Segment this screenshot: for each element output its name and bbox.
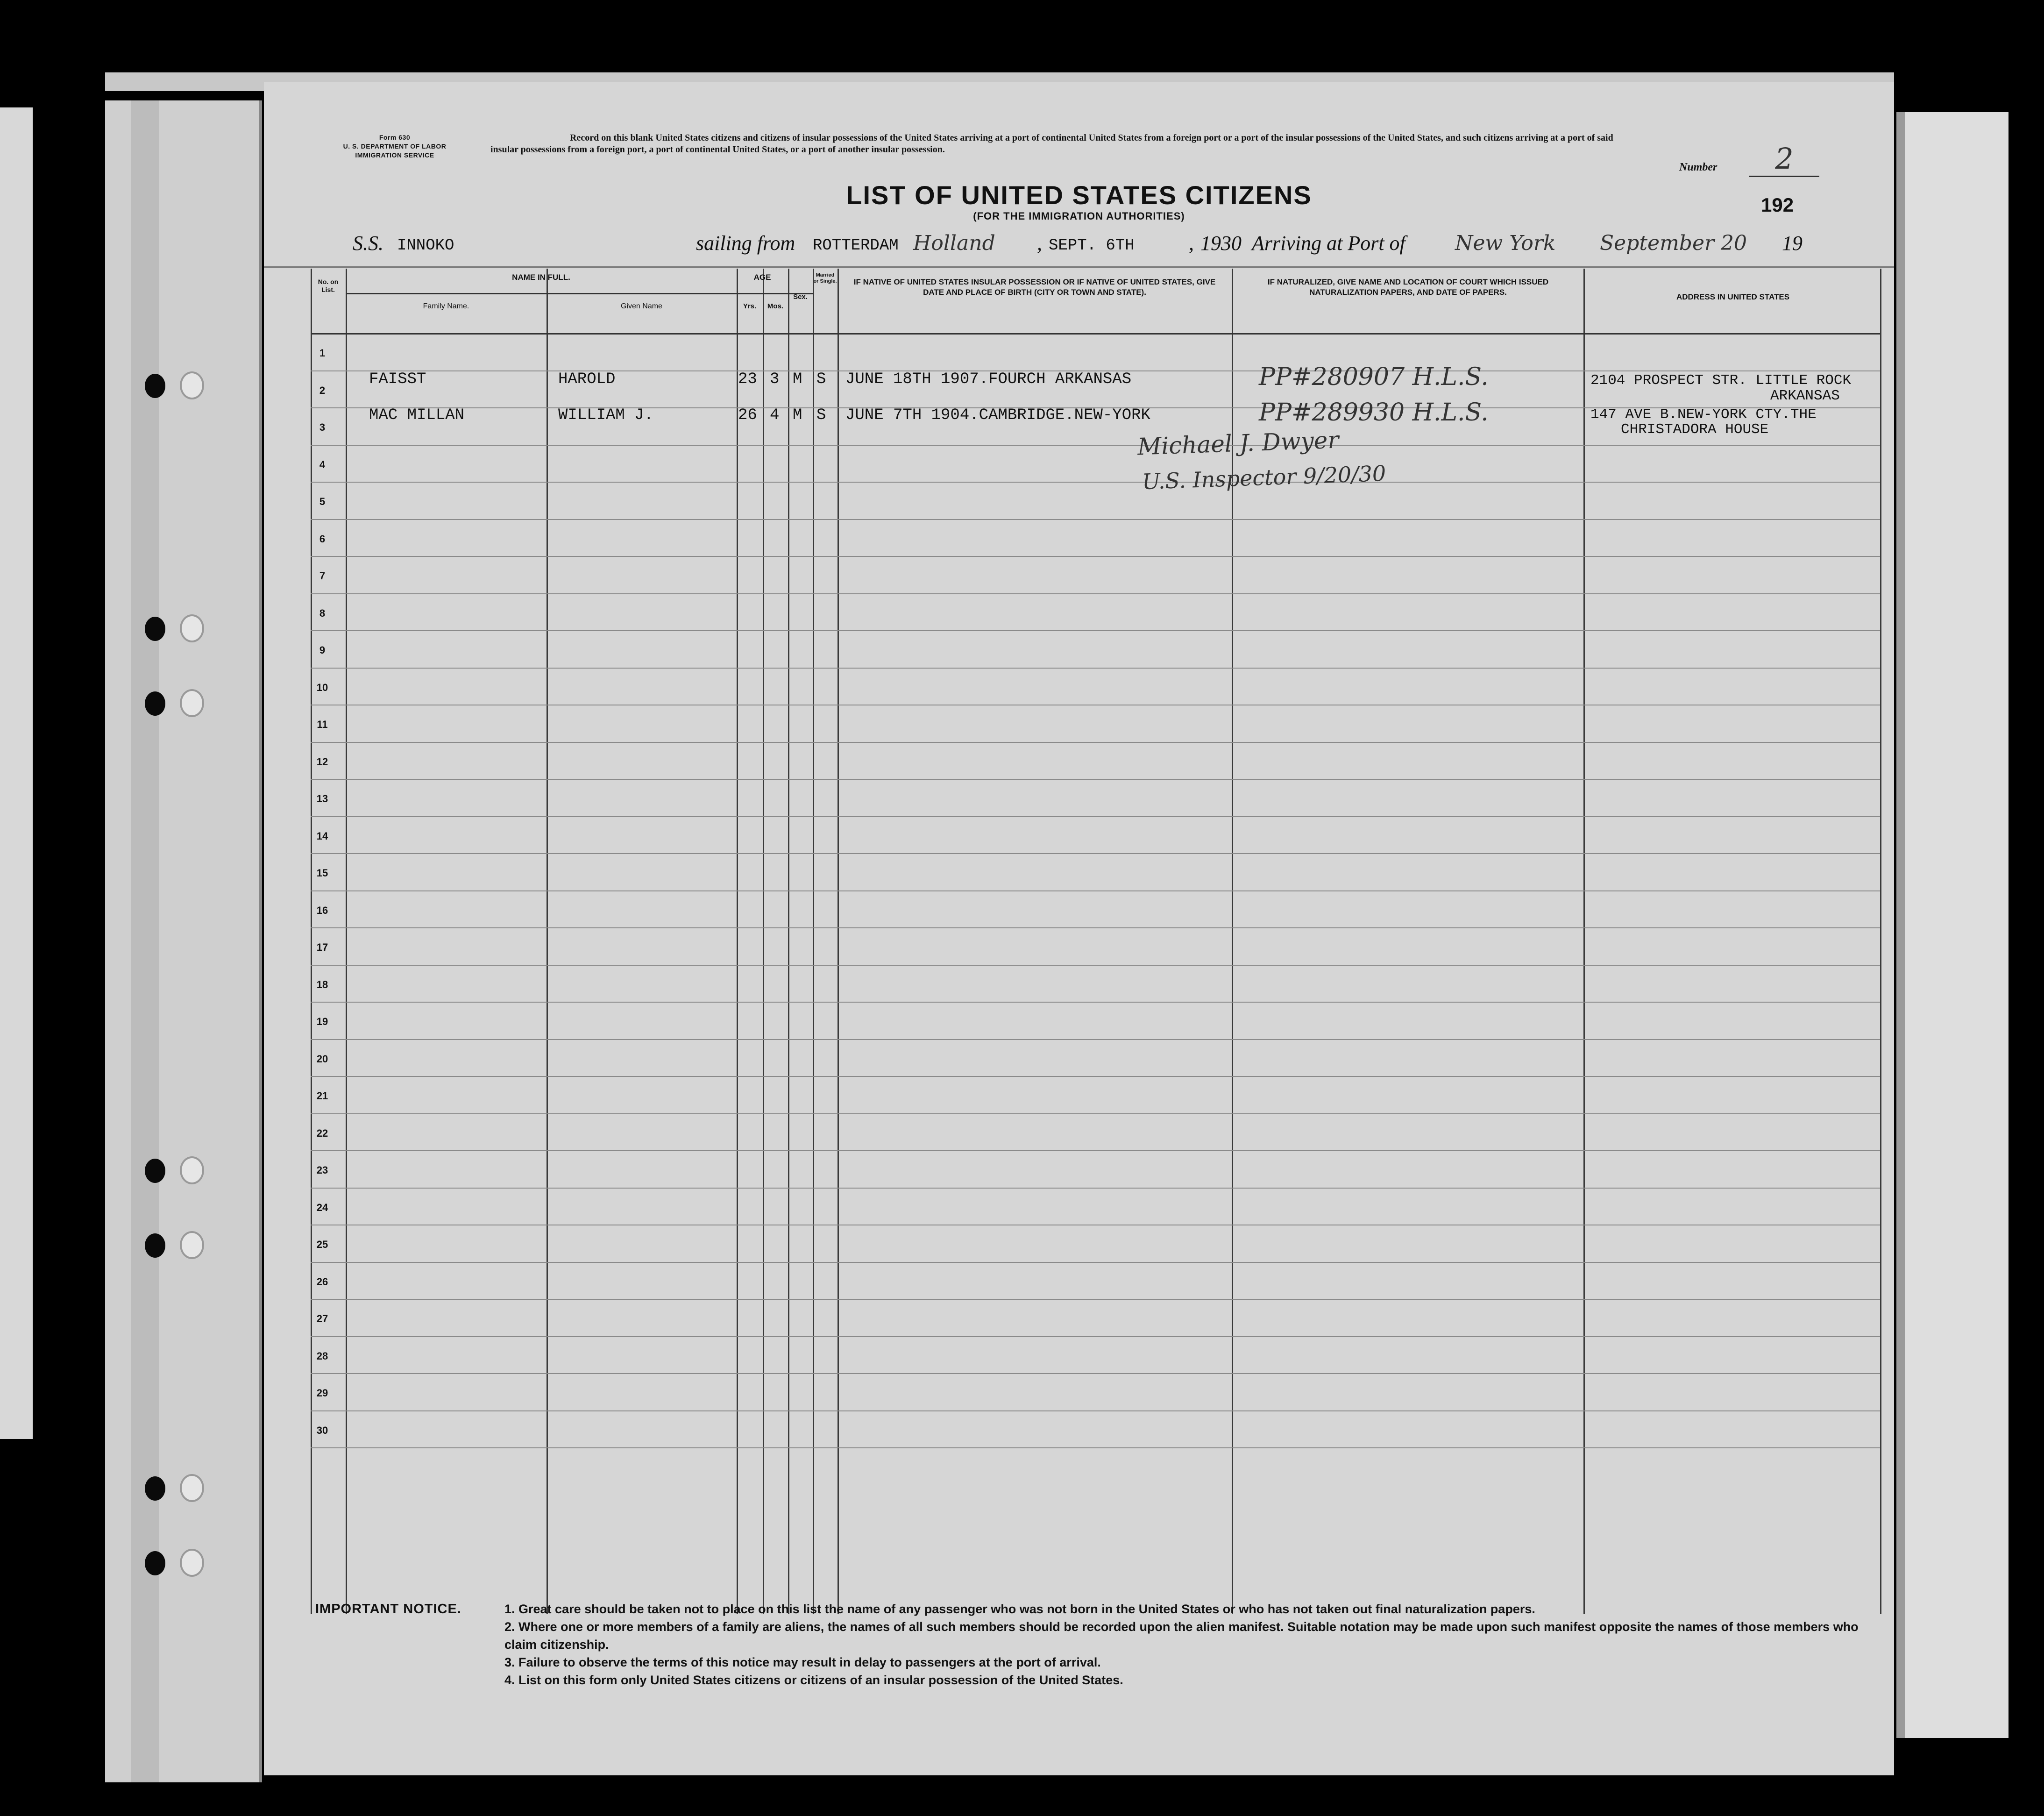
row-rule bbox=[311, 630, 1880, 631]
row-number: 1 bbox=[319, 347, 326, 359]
row-number: 12 bbox=[316, 755, 328, 768]
departure-port: ROTTERDAM bbox=[813, 237, 899, 255]
binding-strip bbox=[105, 100, 262, 1782]
row-number: 3 bbox=[319, 421, 326, 433]
row-rule bbox=[311, 668, 1880, 669]
col-birth: IF NATIVE OF UNITED STATES INSULAR POSSESSION OR IF NATIVE OF UNITED STATES, GIVE DATE AND PLACE OF BIRTH (CITY OR TOWN AND STATE). bbox=[853, 278, 1216, 297]
binding-hole bbox=[180, 1156, 204, 1184]
row-number: 16 bbox=[316, 904, 328, 916]
birth-details: JUNE 7TH 1904.CAMBRIDGE.NEW-YORK bbox=[845, 406, 1150, 424]
age-years: 26 bbox=[738, 406, 757, 424]
row-number: 23 bbox=[316, 1164, 328, 1176]
row-number: 7 bbox=[319, 570, 326, 582]
row-rule bbox=[311, 445, 1880, 446]
family-name: FAISST bbox=[369, 370, 426, 388]
row-rule bbox=[311, 1002, 1880, 1003]
row-number: 18 bbox=[316, 978, 328, 990]
row-number: 11 bbox=[317, 719, 328, 730]
page-number: 192 bbox=[1761, 194, 1794, 216]
row-rule bbox=[311, 1113, 1880, 1114]
citizens-table bbox=[264, 269, 1894, 1614]
notice-label: IMPORTANT NOTICE. bbox=[315, 1602, 461, 1617]
binding-hole bbox=[145, 1476, 165, 1501]
given-name: WILLIAM J. bbox=[558, 406, 654, 424]
col-yrs: Yrs. bbox=[743, 302, 757, 310]
row-number: 24 bbox=[316, 1201, 328, 1213]
col-no: No. on List. bbox=[318, 278, 339, 293]
naturalization-papers: PP#280907 H.L.S. bbox=[1259, 363, 1489, 391]
row-number: 21 bbox=[316, 1090, 328, 1102]
department: U. S. DEPARTMENT OF LABOR bbox=[343, 142, 447, 150]
row-rule bbox=[311, 1447, 1880, 1448]
manifest-sheet bbox=[264, 82, 1894, 1775]
row-number: 10 bbox=[316, 681, 328, 693]
row-rule bbox=[311, 1262, 1880, 1263]
col-given-name: Given Name bbox=[621, 302, 662, 310]
arrival-year-prefix: 19 bbox=[1782, 232, 1803, 255]
form-number: Form 630 bbox=[379, 134, 411, 141]
row-rule bbox=[311, 1150, 1880, 1151]
ship-name: INNOKO bbox=[397, 237, 454, 255]
page-subtitle: (FOR THE IMMIGRATION AUTHORITIES) bbox=[973, 210, 1185, 222]
row-number: 4 bbox=[319, 458, 326, 470]
row-rule bbox=[311, 1373, 1880, 1374]
form-instructions: Record on this blank United States citizens and citizens of insular possessions of the United States arriving at a port of continental United States from a foreign port or a port of the insular possessions of the United States, and such citizens arriving at a port of said insular possessions from a foreign port, a port of continental United States, or a port of another insular possession. bbox=[490, 133, 1613, 155]
binding-hole bbox=[180, 371, 204, 399]
row-number: 13 bbox=[316, 793, 328, 805]
row-number: 22 bbox=[316, 1127, 328, 1139]
col-age: AGE bbox=[753, 273, 771, 282]
binding-hole bbox=[180, 689, 204, 717]
row-number: 17 bbox=[316, 941, 328, 953]
row-number: 5 bbox=[319, 496, 326, 507]
arrival-port: New York bbox=[1455, 231, 1556, 255]
binding-hole bbox=[145, 1233, 165, 1258]
departure-date: SEPT. 6TH bbox=[1049, 237, 1135, 255]
row-number: 20 bbox=[316, 1053, 328, 1065]
address: 2104 PROSPECT STR. LITTLE ROCK bbox=[1590, 372, 1852, 389]
marital-status: S bbox=[816, 406, 826, 424]
birth-details: JUNE 18TH 1907.FOURCH ARKANSAS bbox=[845, 370, 1132, 388]
row-rule bbox=[311, 1336, 1880, 1337]
binding-hole bbox=[180, 1549, 204, 1577]
notice-item: 4. List on this form only United States citizens or citizens of an insular possession of the United States. bbox=[504, 1673, 1123, 1687]
sex: M bbox=[793, 370, 802, 388]
col-name-in-full: NAME IN FULL. bbox=[512, 273, 570, 282]
row-rule bbox=[311, 779, 1880, 780]
address-line-2: ARKANSAS bbox=[1770, 388, 1840, 404]
row-number: 8 bbox=[319, 607, 326, 619]
ss-label: S.S. bbox=[353, 232, 383, 255]
family-name: MAC MILLAN bbox=[369, 406, 465, 424]
row-rule bbox=[311, 816, 1880, 817]
notice-item: 1. Great care should be taken not to place on this list the name of any passenger who was not born in the United States or who has not taken out final naturalization papers. bbox=[504, 1602, 1535, 1616]
voyage-line: S.S. INNOKO sailing from ROTTERDAM Holland , SEPT. 6TH , 1930 Arriving at Port of New York September 20 19 bbox=[353, 231, 1803, 255]
binding-hole bbox=[145, 617, 165, 641]
col-family-name: Family Name. bbox=[423, 302, 469, 310]
age-months: 4 bbox=[770, 406, 780, 424]
page-title: LIST OF UNITED STATES CITIZENS bbox=[846, 180, 1312, 210]
form-header bbox=[315, 133, 474, 160]
row-number: 29 bbox=[316, 1387, 328, 1399]
row-rule bbox=[311, 593, 1880, 594]
binding-hole bbox=[145, 1551, 165, 1575]
row-rule bbox=[311, 1299, 1880, 1300]
row-number: 15 bbox=[316, 867, 328, 879]
col-married-single: Married or Single. bbox=[813, 272, 837, 284]
given-name: HAROLD bbox=[558, 370, 616, 388]
arriving-label: Arriving at Port of bbox=[1252, 232, 1405, 255]
service: IMMIGRATION SERVICE bbox=[355, 151, 434, 159]
inspector-signature: Michael J. Dwyer bbox=[1137, 426, 1340, 461]
row-number: 28 bbox=[316, 1350, 328, 1362]
row-rule bbox=[311, 890, 1880, 891]
row-rule bbox=[311, 482, 1880, 483]
number-value: 2 bbox=[1749, 142, 1819, 177]
row-rule bbox=[311, 1039, 1880, 1040]
binding-hole bbox=[180, 614, 204, 642]
row-rule bbox=[311, 1076, 1880, 1077]
row-number: 25 bbox=[316, 1239, 328, 1250]
col-mos: Mos. bbox=[767, 302, 784, 310]
row-number: 30 bbox=[316, 1424, 328, 1436]
inspector-title-date: U.S. Inspector 9/20/30 bbox=[1142, 460, 1387, 495]
col-address: ADDRESS IN UNITED STATES bbox=[1676, 292, 1790, 301]
col-sex: Sex. bbox=[793, 293, 808, 301]
row-number: 27 bbox=[316, 1313, 328, 1325]
binding-hole bbox=[180, 1474, 204, 1502]
binding-hole bbox=[145, 374, 165, 398]
number-label: Number bbox=[1679, 161, 1718, 173]
row-rule bbox=[311, 556, 1880, 557]
sailing-label: sailing from bbox=[696, 232, 795, 255]
row-number: 14 bbox=[316, 830, 328, 842]
departure-country: Holland bbox=[913, 231, 995, 255]
notice-item: 3. Failure to observe the terms of this notice may result in delay to passengers at the port of arrival. bbox=[504, 1655, 1101, 1669]
row-number: 19 bbox=[316, 1016, 328, 1027]
binding-hole bbox=[145, 691, 165, 716]
row-rule bbox=[311, 927, 1880, 928]
row-rule bbox=[311, 1188, 1880, 1189]
row-number: 6 bbox=[319, 533, 326, 545]
row-rule bbox=[311, 965, 1880, 966]
row-number: 9 bbox=[319, 644, 326, 656]
departure-year: 1930 bbox=[1200, 232, 1242, 255]
header-rule bbox=[264, 266, 1894, 268]
col-naturalized: IF NATURALIZED, GIVE NAME AND LOCATION OF COURT WHICH ISSUED NATURALIZATION PAPERS, AND DATE OF PAPERS. bbox=[1267, 278, 1549, 297]
row-rule bbox=[311, 1410, 1880, 1411]
address: 147 AVE B.NEW-YORK CTY.THE bbox=[1590, 406, 1817, 423]
binding-hole bbox=[145, 1159, 165, 1183]
row-number: 2 bbox=[319, 384, 326, 396]
row-rule bbox=[311, 853, 1880, 854]
notice-item: 2. Where one or more members of a family are aliens, the names of all such members should be recorded upon the alien manifest. Suitable notation may be made upon such manifest opposite the names of those members who claim citizenship. bbox=[504, 1620, 1859, 1652]
arrival-date: September 20 bbox=[1600, 231, 1747, 255]
row-rule bbox=[311, 519, 1880, 520]
torn-page-edge bbox=[0, 107, 33, 1439]
row-rule bbox=[311, 742, 1880, 743]
row-number: 26 bbox=[316, 1275, 328, 1288]
age-months: 3 bbox=[770, 370, 780, 388]
right-page-strip bbox=[1896, 112, 2009, 1738]
age-years: 23 bbox=[738, 370, 757, 388]
binding-hole bbox=[180, 1231, 204, 1259]
naturalization-papers: PP#289930 H.L.S. bbox=[1259, 399, 1489, 427]
address-line-2: CHRISTADORA HOUSE bbox=[1621, 421, 1769, 438]
sex: M bbox=[793, 406, 802, 424]
marital-status: S bbox=[816, 370, 826, 388]
